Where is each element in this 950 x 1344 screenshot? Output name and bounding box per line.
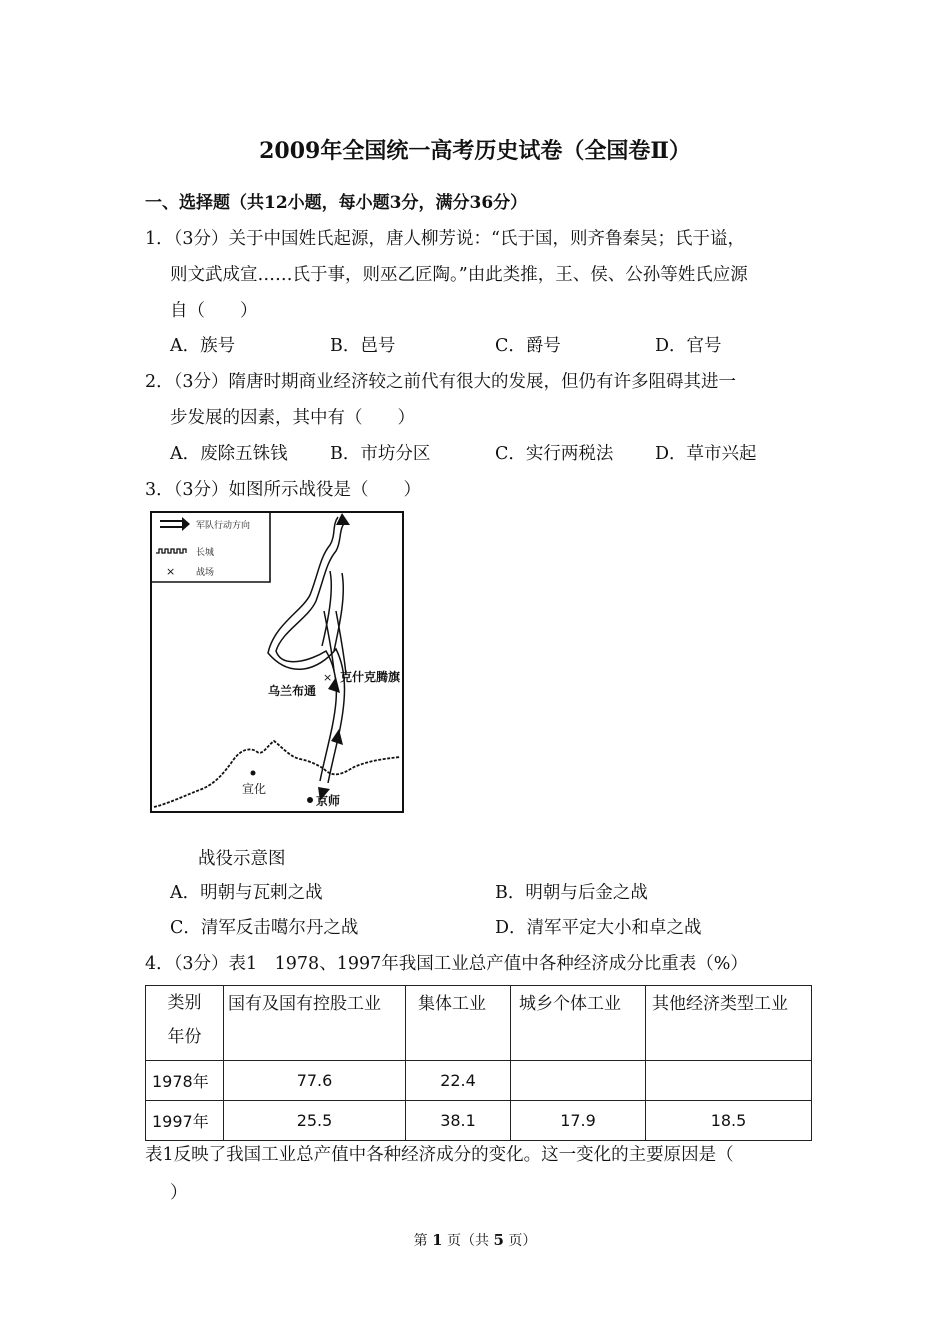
q1-option-c: C．爵号 xyxy=(495,336,561,356)
place-wulanbutong: 乌兰布通 xyxy=(268,684,317,698)
q4-after-line1: 表1反映了我国工业总产值中各种经济成分的变化。这一变化的主要原因是（ xyxy=(145,1145,734,1165)
q1-option-a: A．族号 xyxy=(170,336,236,356)
legend-battle-icon: × xyxy=(166,565,176,578)
q3-option-d: D．清军平定大小和卓之战 xyxy=(495,918,702,938)
jingshi-dot xyxy=(307,797,313,803)
q1-option-b: B．邑号 xyxy=(330,336,396,356)
q2-line1: 2．（3分）隋唐时期商业经济较之前代有很大的发展，但仍有许多阻碍其进一 xyxy=(145,372,737,392)
footer-page-number: 1 xyxy=(432,1231,443,1249)
q2-line2: 步发展的因素，其中有（ ） xyxy=(170,408,415,428)
q2-option-b: B．市坊分区 xyxy=(330,444,431,464)
battle-map xyxy=(150,511,404,813)
page-title: 2009年全国统一高考历史试卷（全国卷Ⅱ） xyxy=(259,138,691,164)
table-row xyxy=(146,1101,812,1141)
q2-option-a: A．废除五铢钱 xyxy=(170,444,288,464)
table-cell: 22.4 xyxy=(406,1061,511,1101)
table-year-cell: 1978年 xyxy=(146,1061,224,1101)
q3-option-c: C．清军反击噶尔丹之战 xyxy=(170,918,359,938)
table-cell: 77.6 xyxy=(224,1061,406,1101)
legend-army-label: 军队行动方向 xyxy=(196,521,251,531)
q1-line2: 则文武成宣……氏于事，则巫乙匠陶。”由此类推，王、侯、公孙等姓氏应源 xyxy=(170,265,748,285)
q2-option-d: D．草市兴起 xyxy=(655,444,757,464)
q1-option-d: D．官号 xyxy=(655,336,722,356)
table-header-row xyxy=(146,986,812,1061)
corner-category: 类别 xyxy=(167,993,202,1013)
q1-line1: 1．（3分）关于中国姓氏起源，唐人柳芳说：“氏于国，则齐鲁秦吴；氏于谥， xyxy=(145,229,745,249)
q4-line1: 4．（3分）表1 1978、1997年我国工业总产值中各种经济成分比重表（%） xyxy=(145,954,748,974)
table-header-cell: 集体工业 xyxy=(406,986,511,1061)
page-footer: 第 1 页（共 5 页） xyxy=(413,1231,537,1249)
map-caption: 战役示意图 xyxy=(198,849,286,869)
table-row xyxy=(146,1061,812,1101)
q1-line3: 自（ ） xyxy=(170,301,258,321)
place-jingshi: 京师 xyxy=(316,794,341,808)
xuanhua-dot xyxy=(251,771,256,776)
table-cell: 17.9 xyxy=(511,1101,646,1141)
corner-year: 年份 xyxy=(167,1027,202,1047)
table-cell xyxy=(511,1061,646,1101)
footer-total-pages: 5 xyxy=(493,1231,504,1249)
section-heading: 一、选择题（共12小题，每小题3分，满分36分） xyxy=(145,193,528,213)
table-header-cell: 城乡个体工业 xyxy=(511,986,646,1061)
legend-wall-label: 长城 xyxy=(196,548,215,558)
table-cell: 18.5 xyxy=(646,1101,812,1141)
data-table xyxy=(145,985,812,1141)
q3-line1: 3．（3分）如图所示战役是（ ） xyxy=(145,480,422,500)
place-keshiketengqi: 克什克腾旗 xyxy=(340,670,401,684)
table-cell: 25.5 xyxy=(224,1101,406,1141)
place-xuanhua: 宣化 xyxy=(242,782,267,796)
battle-site-icon: × xyxy=(323,671,333,684)
table-cell: 38.1 xyxy=(406,1101,511,1141)
table-header-cell: 国有及国有控股工业 xyxy=(224,986,406,1061)
table-year-cell: 1997年 xyxy=(146,1101,224,1141)
q4-after-line2: ） xyxy=(170,1183,188,1203)
table-corner-cell xyxy=(146,986,224,1061)
legend-battle-label: 战场 xyxy=(196,568,215,578)
q2-option-c: C．实行两税法 xyxy=(495,444,614,464)
q3-option-b: B．明朝与后金之战 xyxy=(495,883,648,903)
table-header-cell: 其他经济类型工业 xyxy=(646,986,812,1061)
table-cell xyxy=(646,1061,812,1101)
q3-option-a: A．明朝与瓦剌之战 xyxy=(170,883,323,903)
